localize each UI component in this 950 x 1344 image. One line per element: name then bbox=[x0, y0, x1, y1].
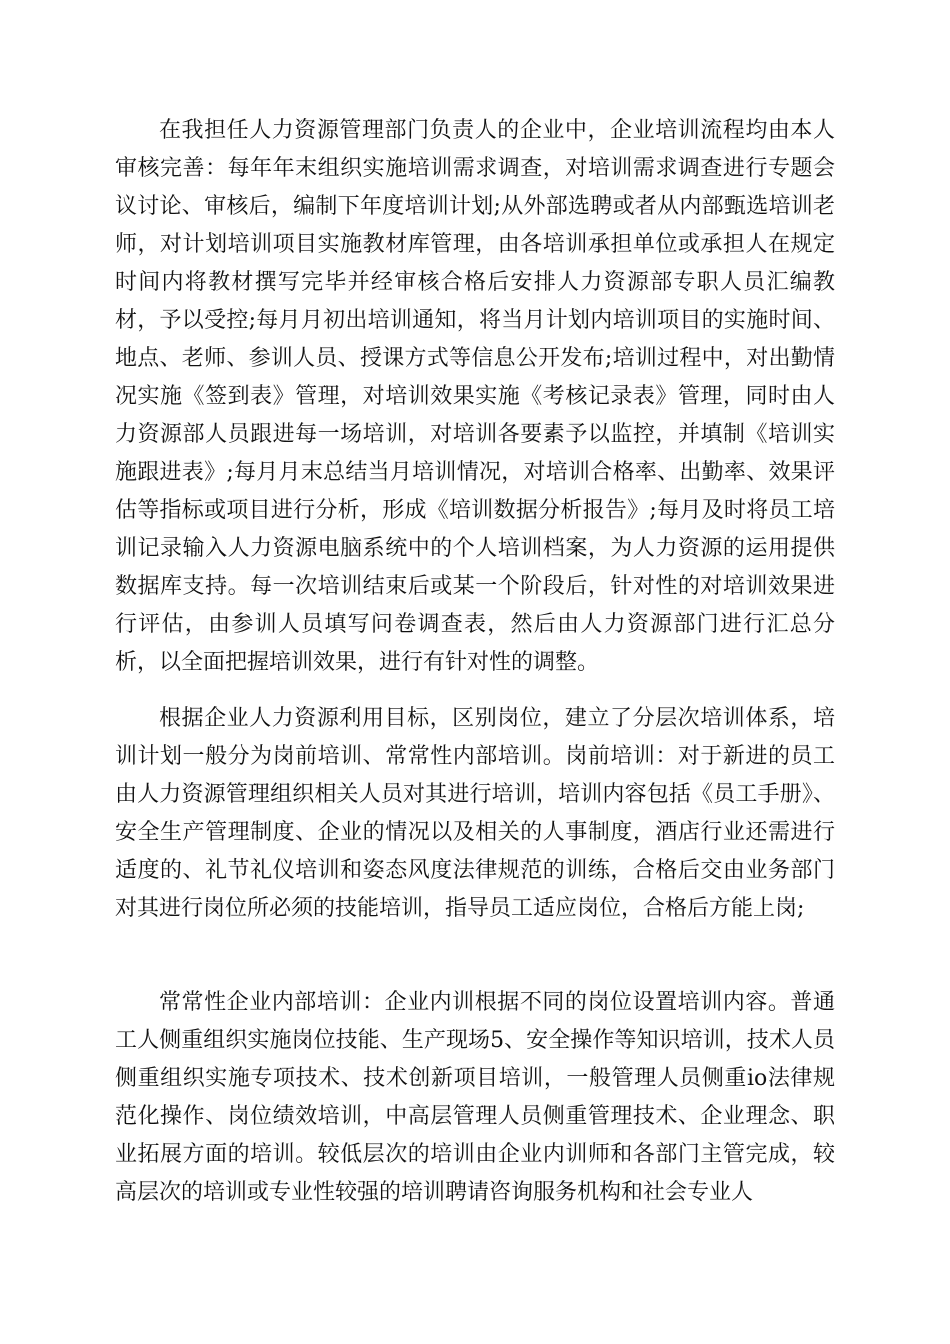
paragraph-training-system: 根据企业人力资源利用目标，区别岗位，建立了分层次培训体系，培训计划一般分为岗前培训、常常性内部培训。岗前培训：对于新进的员工由人力资源管理组织相关人员对其进行培训，培训内容包括《员工手册》、安全生产管理制度、企业的情况以及相关的人事制度，酒店行业还需进行适度的、礼节礼仪培训和姿态风度法律规范的训练，合格后交由业务部门对其进行岗位所必须的技能培训，指导员工适应岗位，合格后方能上岗; bbox=[115, 706, 835, 921]
paragraph-internal-training: 常常性企业内部培训：企业内训根据不同的岗位设置培训内容。普通工人侧重组织实施岗位技能、生产现场5、安全操作等知识培训，技术人员侧重组织实施专项技术、技术创新项目培训，一般管理人员侧重io法律规范化操作、岗位绩效培训，中高层管理人员侧重管理技术、企业理念、职业拓展方面的培训。较低层次的培训由企业内训师和各部门主管完成，较高层次的培训或专业性较强的培训聘请咨询服务机构和社会专业人 bbox=[115, 990, 835, 1205]
paragraph-training-process: 在我担任人力资源管理部门负责人的企业中，企业培训流程均由本人审核完善：每年年末组织实施培训需求调查，对培训需求调查进行专题会议讨论、审核后，编制下年度培训计划;从外部选聘或者从内部甄选培训老师，对计划培训项目实施教材库管理，由各培训承担单位或承担人在规定时间内将教材撰写完毕并经审核合格后安排人力资源部专职人员汇编教材，予以受控;每月月初出培训通知，将当月计划内培训项目的实施时间、地点、老师、参训人员、授课方式等信息公开发布;培训过程中，对出勤情况实施《签到表》管理，对培训效果实施《考核记录表》管理，同时由人力资源部人员跟进每一场培训，对培训各要素予以监控，并填制《培训实施跟进表》;每月月末总结当月培训情况，对培训合格率、出勤率、效果评估等指标或项目进行分析，形成《培训数据分析报告》;每月及时将员工培训记录输入人力资源电脑系统中的个人培训档案，为人力资源的运用提供数据库支持。每一次培训结束后或某一个阶段后，针对性的对培训效果进行评估，由参训人员填写问卷调查表，然后由人力资源部门进行汇总分析，以全面把握培训效果，进行有针对性的调整。 bbox=[115, 118, 835, 675]
